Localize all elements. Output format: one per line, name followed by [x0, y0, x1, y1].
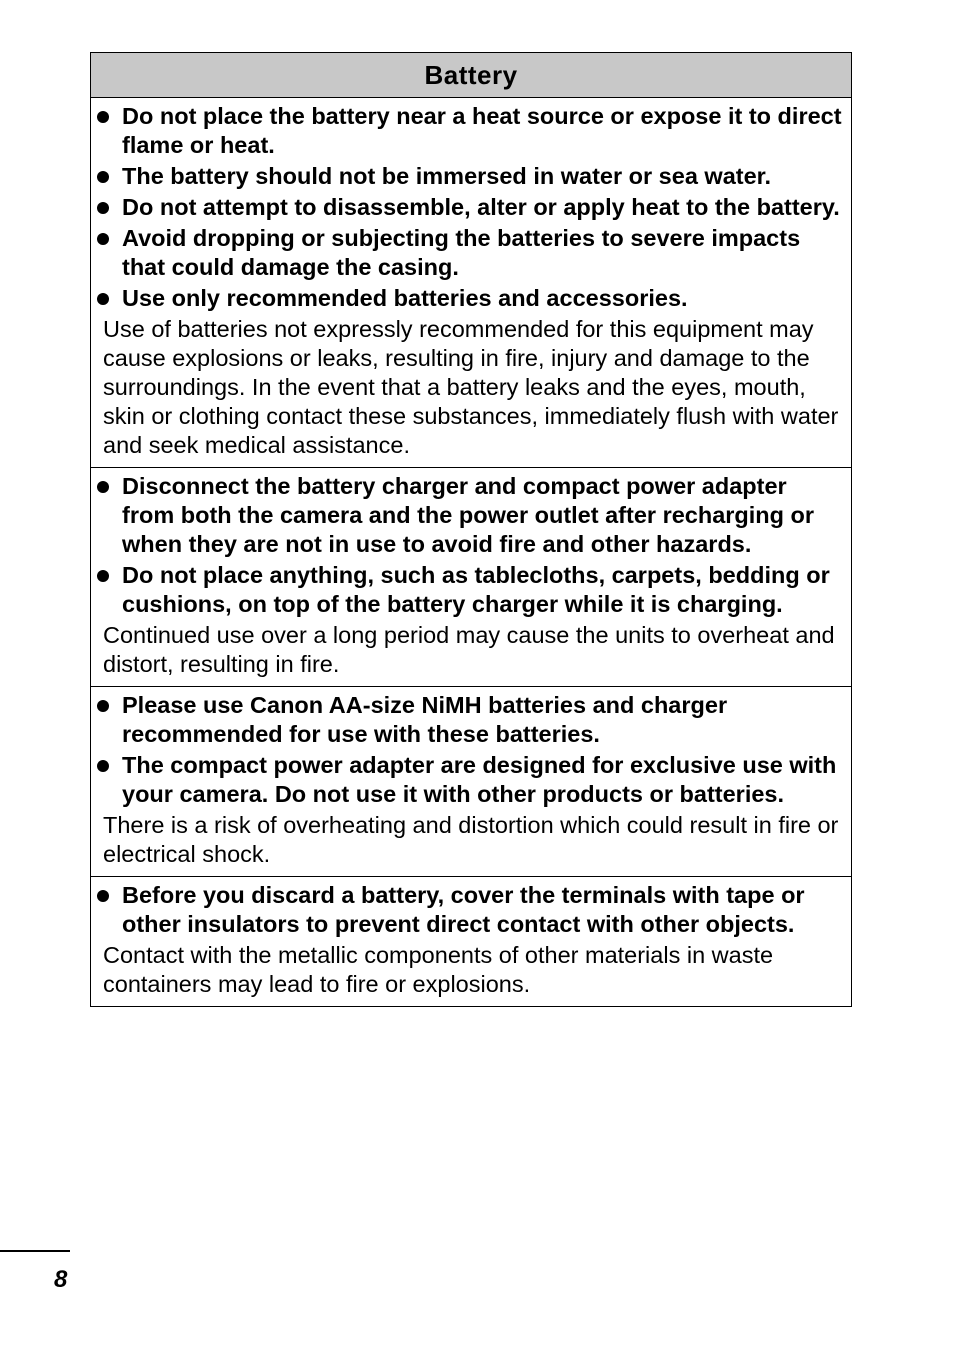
bullet-item: [95, 193, 843, 222]
warning-section: [91, 877, 851, 1006]
bullet-text: Do not place the battery near a heat source or expose it to direct flame or heat.: [122, 103, 842, 158]
bullet-text: Do not attempt to disassemble, alter or apply heat to the battery.: [122, 194, 840, 220]
battery-warning-table: [90, 52, 852, 1007]
bullet-icon: [95, 881, 122, 910]
bullet-icon: [95, 102, 122, 131]
section-note: Use of batteries not expressly recommended for this equipment may cause explosions or leaks, resulting in fire, injury and damage to the surroundings. In the event that a battery leaks and the eyes, mouth, skin or clothing contact these substances, immediately flush with water and seek medical assistance.: [103, 316, 839, 458]
bullet-text: Please use Canon AA-size NiMH batteries and charger recommended for use with these batteries.: [122, 692, 728, 747]
warning-section: [91, 687, 851, 877]
section-note: There is a risk of overheating and distortion which could result in fire or electrical shock.: [103, 812, 839, 867]
bullet-icon: [95, 751, 122, 780]
bullet-icon: [95, 561, 122, 590]
page-number: 8: [54, 1266, 68, 1293]
bullet-item: [95, 561, 843, 619]
section-note: Contact with the metallic components of other materials in waste containers may lead to fire or explosions.: [103, 942, 774, 997]
bullet-icon: [95, 284, 122, 313]
section-note: Continued use over a long period may cause the units to overheat and distort, resulting in fire.: [103, 622, 835, 677]
bullet-item: [95, 162, 843, 191]
bullet-item: [95, 284, 843, 313]
bullet-text: Before you discard a battery, cover the terminals with tape or other insulators to prevent direct contact with other objects.: [122, 882, 805, 937]
table-header: Battery: [91, 53, 851, 98]
bullet-text: The compact power adapter are designed for exclusive use with your camera. Do not use it with other products or batteries.: [122, 752, 837, 807]
bullet-item: [95, 224, 843, 282]
bullet-icon: [95, 224, 122, 253]
bullet-text: Disconnect the battery charger and compact power adapter from both the camera and the power outlet after recharging or when they are not in use to avoid fire and other hazards.: [122, 473, 815, 557]
bullet-icon: [95, 193, 122, 222]
bullet-item: [95, 102, 843, 160]
bullet-icon: [95, 691, 122, 720]
bullet-text: Avoid dropping or subjecting the batteries to severe impacts that could damage the casing.: [122, 225, 801, 280]
bullet-item: [95, 751, 843, 809]
bullet-icon: [95, 472, 122, 501]
warning-section: [91, 98, 851, 468]
footer-rule: [0, 1250, 70, 1252]
bullet-text: Use only recommended batteries and accessories.: [122, 285, 688, 311]
bullet-icon: [95, 162, 122, 191]
bullet-item: [95, 472, 843, 559]
bullet-item: [95, 691, 843, 749]
bullet-text: The battery should not be immersed in water or sea water.: [122, 163, 772, 189]
warning-section: [91, 468, 851, 687]
bullet-text: Do not place anything, such as tablecloths, carpets, bedding or cushions, on top of the battery charger while it is charging.: [122, 562, 830, 617]
bullet-item: [95, 881, 843, 939]
